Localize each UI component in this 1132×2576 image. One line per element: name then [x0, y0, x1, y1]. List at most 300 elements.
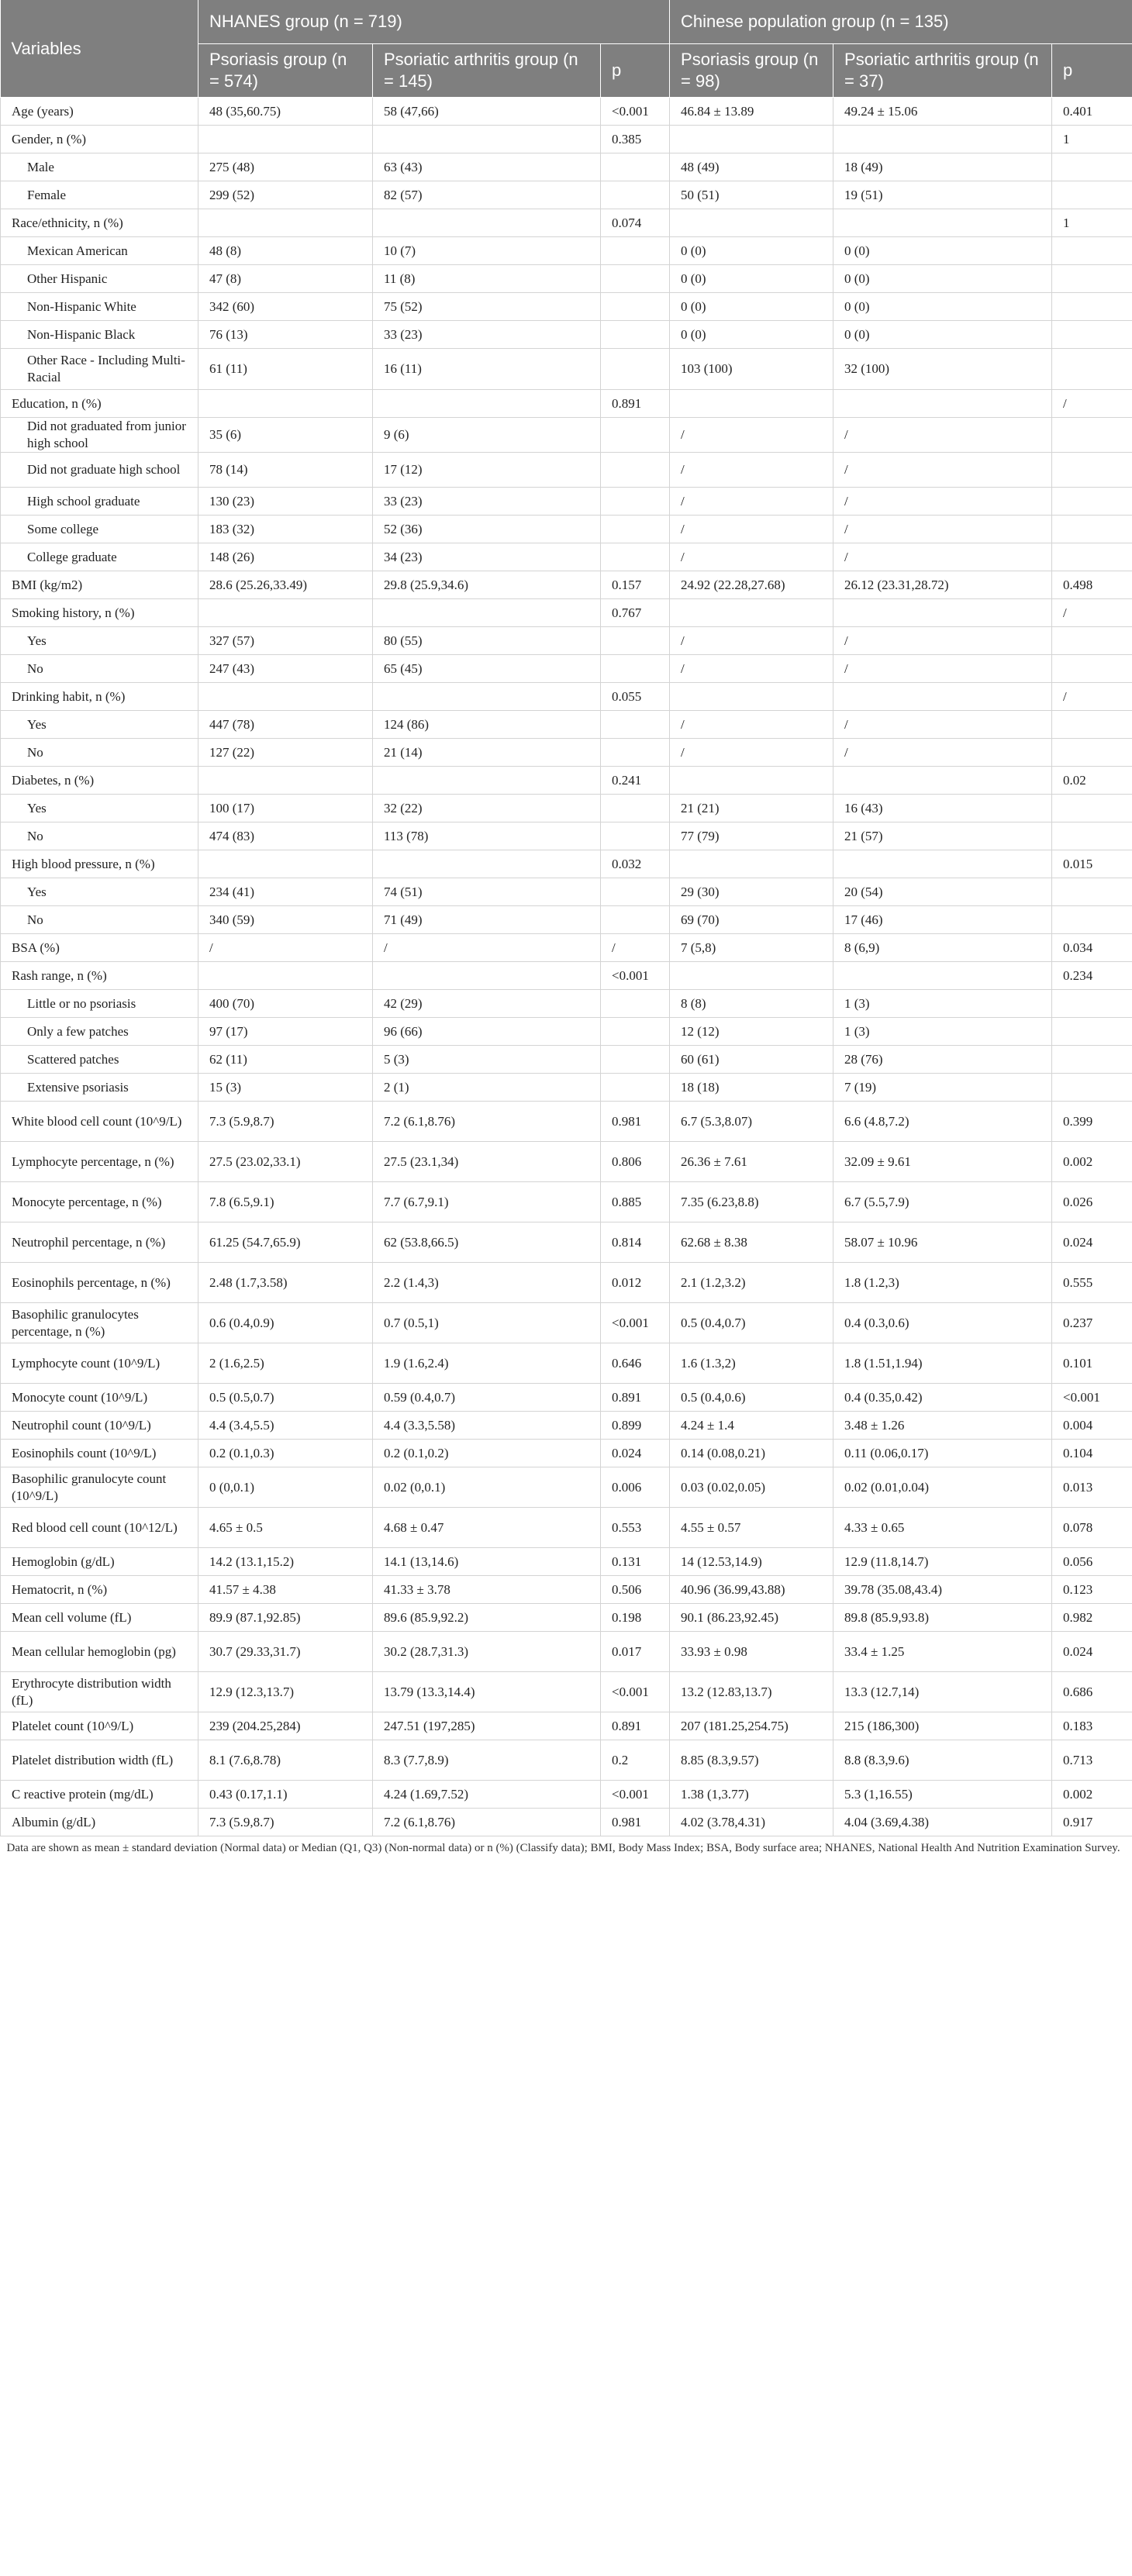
- variable-cell: Non-Hispanic Black: [1, 321, 198, 349]
- chinese-psoriasis-cell: /: [670, 627, 833, 655]
- nhanes-psoriasis-cell: 15 (3): [198, 1074, 373, 1102]
- variable-cell: College graduate: [1, 543, 198, 571]
- table-row: [1, 1182, 1132, 1222]
- table-row: [1, 1809, 1132, 1836]
- table-row: [1, 237, 1132, 265]
- nhanes-psoriatic-arthritis-cell: 0.59 (0.4,0.7): [373, 1384, 601, 1412]
- chinese-p-cell: [1052, 293, 1132, 321]
- chinese-psoriasis-cell: 103 (100): [670, 349, 833, 390]
- header-nhanes-group: NHANES group (n = 719): [198, 0, 670, 44]
- variable-cell: Only a few patches: [1, 1018, 198, 1046]
- chinese-p-cell: 0.034: [1052, 934, 1132, 962]
- nhanes-p-cell: 0.891: [601, 1712, 670, 1740]
- chinese-psoriasis-cell: 4.02 (3.78,4.31): [670, 1809, 833, 1836]
- variable-cell: Hematocrit, n (%): [1, 1576, 198, 1604]
- nhanes-psoriasis-cell: 0.5 (0.5,0.7): [198, 1384, 373, 1412]
- nhanes-psoriasis-cell: 447 (78): [198, 711, 373, 739]
- chinese-psoriatic-arthritis-cell: [833, 962, 1052, 990]
- chinese-psoriasis-cell: 26.36 ± 7.61: [670, 1142, 833, 1182]
- chinese-psoriasis-cell: 0.5 (0.4,0.7): [670, 1303, 833, 1343]
- nhanes-psoriasis-cell: 61.25 (54.7,65.9): [198, 1222, 373, 1263]
- nhanes-psoriatic-arthritis-cell: 0.7 (0.5,1): [373, 1303, 601, 1343]
- chinese-psoriatic-arthritis-cell: [833, 390, 1052, 418]
- nhanes-psoriatic-arthritis-cell: 10 (7): [373, 237, 601, 265]
- nhanes-psoriatic-arthritis-cell: 2.2 (1.4,3): [373, 1263, 601, 1303]
- table-row: [1, 1467, 1132, 1508]
- variable-cell: Basophilic granulocyte count (10^9/L): [1, 1467, 198, 1508]
- nhanes-p-cell: 0.131: [601, 1548, 670, 1576]
- chinese-p-cell: 0.002: [1052, 1142, 1132, 1182]
- chinese-psoriasis-cell: /: [670, 453, 833, 488]
- nhanes-psoriatic-arthritis-cell: 32 (22): [373, 795, 601, 822]
- table-row: [1, 906, 1132, 934]
- nhanes-p-cell: 0.814: [601, 1222, 670, 1263]
- nhanes-psoriasis-cell: 30.7 (29.33,31.7): [198, 1632, 373, 1672]
- chinese-p-cell: [1052, 488, 1132, 516]
- chinese-psoriatic-arthritis-cell: 17 (46): [833, 906, 1052, 934]
- chinese-psoriatic-arthritis-cell: 20 (54): [833, 878, 1052, 906]
- chinese-psoriatic-arthritis-cell: 26.12 (23.31,28.72): [833, 571, 1052, 599]
- chinese-psoriasis-cell: 60 (61): [670, 1046, 833, 1074]
- nhanes-p-cell: [601, 822, 670, 850]
- nhanes-p-cell: 0.017: [601, 1632, 670, 1672]
- chinese-psoriasis-cell: [670, 126, 833, 153]
- nhanes-psoriasis-cell: 183 (32): [198, 516, 373, 543]
- chinese-p-cell: [1052, 321, 1132, 349]
- nhanes-psoriasis-cell: 400 (70): [198, 990, 373, 1018]
- chinese-p-cell: 0.234: [1052, 962, 1132, 990]
- nhanes-p-cell: 0.385: [601, 126, 670, 153]
- variable-cell: Erythrocyte distribution width (fL): [1, 1672, 198, 1712]
- nhanes-psoriasis-cell: 247 (43): [198, 655, 373, 683]
- chinese-p-cell: 0.713: [1052, 1740, 1132, 1781]
- chinese-p-cell: /: [1052, 683, 1132, 711]
- variable-cell: Mean cellular hemoglobin (pg): [1, 1632, 198, 1672]
- chinese-psoriatic-arthritis-cell: /: [833, 418, 1052, 453]
- nhanes-psoriasis-cell: 327 (57): [198, 627, 373, 655]
- nhanes-psoriasis-cell: 2 (1.6,2.5): [198, 1343, 373, 1384]
- header-chinese-psoriatic-arthritis: Psoriatic arthritis group (n = 37): [833, 44, 1052, 98]
- variable-cell: No: [1, 655, 198, 683]
- chinese-psoriatic-arthritis-cell: 21 (57): [833, 822, 1052, 850]
- table-row: [1, 453, 1132, 488]
- nhanes-psoriatic-arthritis-cell: 4.68 ± 0.47: [373, 1508, 601, 1548]
- chinese-psoriatic-arthritis-cell: 1.8 (1.51,1.94): [833, 1343, 1052, 1384]
- chinese-psoriasis-cell: 0 (0): [670, 237, 833, 265]
- chinese-p-cell: 0.004: [1052, 1412, 1132, 1440]
- nhanes-psoriatic-arthritis-cell: [373, 390, 601, 418]
- chinese-p-cell: 0.555: [1052, 1263, 1132, 1303]
- chinese-psoriatic-arthritis-cell: 1 (3): [833, 990, 1052, 1018]
- chinese-psoriasis-cell: /: [670, 655, 833, 683]
- nhanes-psoriatic-arthritis-cell: 124 (86): [373, 711, 601, 739]
- nhanes-p-cell: 0.012: [601, 1263, 670, 1303]
- chinese-psoriasis-cell: 0 (0): [670, 293, 833, 321]
- variable-cell: Diabetes, n (%): [1, 767, 198, 795]
- nhanes-psoriatic-arthritis-cell: 75 (52): [373, 293, 601, 321]
- chinese-psoriatic-arthritis-cell: 6.7 (5.5,7.9): [833, 1182, 1052, 1222]
- nhanes-p-cell: 0.055: [601, 683, 670, 711]
- chinese-psoriasis-cell: 24.92 (22.28,27.68): [670, 571, 833, 599]
- chinese-p-cell: 0.982: [1052, 1604, 1132, 1632]
- nhanes-psoriasis-cell: 14.2 (13.1,15.2): [198, 1548, 373, 1576]
- table-row: [1, 1074, 1132, 1102]
- chinese-p-cell: [1052, 153, 1132, 181]
- nhanes-p-cell: 0.891: [601, 390, 670, 418]
- variable-cell: Smoking history, n (%): [1, 599, 198, 627]
- nhanes-psoriasis-cell: 7.3 (5.9,8.7): [198, 1102, 373, 1142]
- nhanes-psoriasis-cell: [198, 209, 373, 237]
- nhanes-p-cell: <0.001: [601, 1781, 670, 1809]
- variable-cell: Albumin (g/dL): [1, 1809, 198, 1836]
- chinese-psoriatic-arthritis-cell: 0 (0): [833, 237, 1052, 265]
- variable-cell: No: [1, 906, 198, 934]
- variable-cell: Mexican American: [1, 237, 198, 265]
- variable-cell: Yes: [1, 711, 198, 739]
- table-row: [1, 683, 1132, 711]
- chinese-psoriasis-cell: /: [670, 418, 833, 453]
- chinese-psoriasis-cell: /: [670, 543, 833, 571]
- chinese-p-cell: 0.686: [1052, 1672, 1132, 1712]
- chinese-psoriatic-arthritis-cell: /: [833, 655, 1052, 683]
- table-row: [1, 1440, 1132, 1467]
- nhanes-psoriatic-arthritis-cell: [373, 962, 601, 990]
- table-row: [1, 1632, 1132, 1672]
- nhanes-psoriasis-cell: 47 (8): [198, 265, 373, 293]
- chinese-psoriasis-cell: 4.24 ± 1.4: [670, 1412, 833, 1440]
- table-row: [1, 711, 1132, 739]
- variable-cell: Drinking habit, n (%): [1, 683, 198, 711]
- nhanes-p-cell: /: [601, 934, 670, 962]
- table-row: [1, 1412, 1132, 1440]
- chinese-psoriasis-cell: 6.7 (5.3,8.07): [670, 1102, 833, 1142]
- nhanes-p-cell: [601, 906, 670, 934]
- nhanes-psoriatic-arthritis-cell: 11 (8): [373, 265, 601, 293]
- nhanes-p-cell: [601, 655, 670, 683]
- table-row: [1, 1142, 1132, 1182]
- nhanes-p-cell: [601, 795, 670, 822]
- chinese-psoriasis-cell: [670, 599, 833, 627]
- chinese-psoriatic-arthritis-cell: 28 (76): [833, 1046, 1052, 1074]
- nhanes-psoriasis-cell: 340 (59): [198, 906, 373, 934]
- chinese-p-cell: 0.015: [1052, 850, 1132, 878]
- nhanes-psoriasis-cell: 299 (52): [198, 181, 373, 209]
- chinese-psoriasis-cell: 62.68 ± 8.38: [670, 1222, 833, 1263]
- chinese-psoriasis-cell: 7.35 (6.23,8.8): [670, 1182, 833, 1222]
- nhanes-psoriatic-arthritis-cell: 29.8 (25.9,34.6): [373, 571, 601, 599]
- nhanes-p-cell: [601, 293, 670, 321]
- chinese-p-cell: 0.401: [1052, 98, 1132, 126]
- chinese-psoriatic-arthritis-cell: /: [833, 516, 1052, 543]
- chinese-psoriasis-cell: 1.6 (1.3,2): [670, 1343, 833, 1384]
- nhanes-psoriatic-arthritis-cell: 33 (23): [373, 321, 601, 349]
- nhanes-psoriasis-cell: 239 (204.25,284): [198, 1712, 373, 1740]
- nhanes-p-cell: 0.006: [601, 1467, 670, 1508]
- nhanes-psoriatic-arthritis-cell: [373, 126, 601, 153]
- table-row: [1, 655, 1132, 683]
- chinese-psoriatic-arthritis-cell: 18 (49): [833, 153, 1052, 181]
- chinese-psoriasis-cell: 18 (18): [670, 1074, 833, 1102]
- nhanes-psoriasis-cell: 0.6 (0.4,0.9): [198, 1303, 373, 1343]
- table-row: [1, 571, 1132, 599]
- table-row: [1, 543, 1132, 571]
- chinese-psoriatic-arthritis-cell: 0.4 (0.35,0.42): [833, 1384, 1052, 1412]
- chinese-p-cell: <0.001: [1052, 1384, 1132, 1412]
- chinese-psoriatic-arthritis-cell: [833, 209, 1052, 237]
- chinese-psoriatic-arthritis-cell: 5.3 (1,16.55): [833, 1781, 1052, 1809]
- variable-cell: Monocyte percentage, n (%): [1, 1182, 198, 1222]
- chinese-psoriasis-cell: 77 (79): [670, 822, 833, 850]
- nhanes-psoriatic-arthritis-cell: 30.2 (28.7,31.3): [373, 1632, 601, 1672]
- chinese-psoriasis-cell: 7 (5,8): [670, 934, 833, 962]
- nhanes-p-cell: 0.553: [601, 1508, 670, 1548]
- chinese-p-cell: 0.026: [1052, 1182, 1132, 1222]
- nhanes-psoriasis-cell: 62 (11): [198, 1046, 373, 1074]
- chinese-psoriasis-cell: 29 (30): [670, 878, 833, 906]
- chinese-psoriatic-arthritis-cell: /: [833, 627, 1052, 655]
- variable-cell: Other Race - Including Multi-Racial: [1, 349, 198, 390]
- table-row: [1, 599, 1132, 627]
- chinese-p-cell: [1052, 1046, 1132, 1074]
- nhanes-psoriasis-cell: 342 (60): [198, 293, 373, 321]
- chinese-psoriasis-cell: 0.14 (0.08,0.21): [670, 1440, 833, 1467]
- table-row: [1, 1604, 1132, 1632]
- chinese-p-cell: [1052, 453, 1132, 488]
- nhanes-p-cell: [601, 488, 670, 516]
- table-row: [1, 181, 1132, 209]
- variable-cell: Race/ethnicity, n (%): [1, 209, 198, 237]
- variable-cell: Hemoglobin (g/dL): [1, 1548, 198, 1576]
- chinese-psoriatic-arthritis-cell: 32.09 ± 9.61: [833, 1142, 1052, 1182]
- nhanes-p-cell: [601, 878, 670, 906]
- nhanes-psoriasis-cell: [198, 850, 373, 878]
- nhanes-psoriasis-cell: 0.2 (0.1,0.3): [198, 1440, 373, 1467]
- chinese-psoriatic-arthritis-cell: 0 (0): [833, 265, 1052, 293]
- header-nhanes-p: p: [601, 44, 670, 98]
- nhanes-p-cell: 0.806: [601, 1142, 670, 1182]
- table-row: [1, 1712, 1132, 1740]
- nhanes-psoriasis-cell: 275 (48): [198, 153, 373, 181]
- table-row: [1, 418, 1132, 453]
- variable-cell: Extensive psoriasis: [1, 1074, 198, 1102]
- chinese-p-cell: 0.101: [1052, 1343, 1132, 1384]
- table-row: [1, 390, 1132, 418]
- variable-cell: BSA (%): [1, 934, 198, 962]
- variable-cell: Mean cell volume (fL): [1, 1604, 198, 1632]
- chinese-psoriatic-arthritis-cell: 49.24 ± 15.06: [833, 98, 1052, 126]
- chinese-p-cell: 1: [1052, 209, 1132, 237]
- variable-cell: Lymphocyte percentage, n (%): [1, 1142, 198, 1182]
- nhanes-psoriasis-cell: 4.65 ± 0.5: [198, 1508, 373, 1548]
- nhanes-psoriasis-cell: 89.9 (87.1,92.85): [198, 1604, 373, 1632]
- chinese-psoriatic-arthritis-cell: 13.3 (12.7,14): [833, 1672, 1052, 1712]
- chinese-psoriatic-arthritis-cell: /: [833, 488, 1052, 516]
- nhanes-p-cell: 0.891: [601, 1384, 670, 1412]
- nhanes-psoriatic-arthritis-cell: [373, 683, 601, 711]
- table-row: [1, 1018, 1132, 1046]
- variable-cell: Monocyte count (10^9/L): [1, 1384, 198, 1412]
- chinese-psoriatic-arthritis-cell: 32 (100): [833, 349, 1052, 390]
- nhanes-psoriasis-cell: 4.4 (3.4,5.5): [198, 1412, 373, 1440]
- variable-cell: No: [1, 739, 198, 767]
- chinese-p-cell: [1052, 711, 1132, 739]
- nhanes-p-cell: 0.024: [601, 1440, 670, 1467]
- variable-cell: White blood cell count (10^9/L): [1, 1102, 198, 1142]
- chinese-psoriatic-arthritis-cell: 0 (0): [833, 293, 1052, 321]
- nhanes-psoriatic-arthritis-cell: 9 (6): [373, 418, 601, 453]
- nhanes-p-cell: [601, 627, 670, 655]
- chinese-p-cell: 0.104: [1052, 1440, 1132, 1467]
- chinese-p-cell: [1052, 265, 1132, 293]
- chinese-psoriasis-cell: 0 (0): [670, 321, 833, 349]
- nhanes-psoriatic-arthritis-cell: 2 (1): [373, 1074, 601, 1102]
- chinese-psoriasis-cell: /: [670, 516, 833, 543]
- variable-cell: Neutrophil percentage, n (%): [1, 1222, 198, 1263]
- nhanes-p-cell: [601, 181, 670, 209]
- chinese-psoriasis-cell: /: [670, 739, 833, 767]
- chinese-psoriasis-cell: 40.96 (36.99,43.88): [670, 1576, 833, 1604]
- chinese-psoriatic-arthritis-cell: 8 (6,9): [833, 934, 1052, 962]
- chinese-psoriasis-cell: 21 (21): [670, 795, 833, 822]
- chinese-psoriatic-arthritis-cell: /: [833, 543, 1052, 571]
- nhanes-psoriasis-cell: 0 (0,0.1): [198, 1467, 373, 1508]
- nhanes-p-cell: 0.032: [601, 850, 670, 878]
- table-row: [1, 627, 1132, 655]
- variable-cell: Lymphocyte count (10^9/L): [1, 1343, 198, 1384]
- chinese-p-cell: [1052, 739, 1132, 767]
- chinese-p-cell: 0.078: [1052, 1508, 1132, 1548]
- chinese-psoriatic-arthritis-cell: 1.8 (1.2,3): [833, 1263, 1052, 1303]
- table-row: [1, 98, 1132, 126]
- nhanes-psoriatic-arthritis-cell: 8.3 (7.7,8.9): [373, 1740, 601, 1781]
- nhanes-psoriasis-cell: /: [198, 934, 373, 962]
- variable-cell: High blood pressure, n (%): [1, 850, 198, 878]
- nhanes-p-cell: 0.157: [601, 571, 670, 599]
- nhanes-p-cell: [601, 237, 670, 265]
- nhanes-psoriatic-arthritis-cell: 7.7 (6.7,9.1): [373, 1182, 601, 1222]
- table-row: [1, 1303, 1132, 1343]
- nhanes-psoriatic-arthritis-cell: 21 (14): [373, 739, 601, 767]
- nhanes-psoriasis-cell: [198, 683, 373, 711]
- nhanes-p-cell: 0.198: [601, 1604, 670, 1632]
- chinese-p-cell: 0.183: [1052, 1712, 1132, 1740]
- nhanes-psoriatic-arthritis-cell: 42 (29): [373, 990, 601, 1018]
- nhanes-p-cell: <0.001: [601, 1672, 670, 1712]
- chinese-psoriasis-cell: 0.03 (0.02,0.05): [670, 1467, 833, 1508]
- nhanes-psoriasis-cell: 28.6 (25.26,33.49): [198, 571, 373, 599]
- nhanes-psoriasis-cell: 61 (11): [198, 349, 373, 390]
- nhanes-psoriasis-cell: 27.5 (23.02,33.1): [198, 1142, 373, 1182]
- table-row: [1, 1222, 1132, 1263]
- nhanes-psoriatic-arthritis-cell: 17 (12): [373, 453, 601, 488]
- chinese-psoriatic-arthritis-cell: 19 (51): [833, 181, 1052, 209]
- variable-cell: Did not graduate high school: [1, 453, 198, 488]
- nhanes-psoriatic-arthritis-cell: [373, 599, 601, 627]
- chinese-psoriasis-cell: 46.84 ± 13.89: [670, 98, 833, 126]
- table-row: [1, 153, 1132, 181]
- chinese-p-cell: 1: [1052, 126, 1132, 153]
- nhanes-psoriasis-cell: 35 (6): [198, 418, 373, 453]
- chinese-p-cell: [1052, 627, 1132, 655]
- table-row: [1, 1576, 1132, 1604]
- nhanes-p-cell: 0.241: [601, 767, 670, 795]
- chinese-psoriatic-arthritis-cell: 8.8 (8.3,9.6): [833, 1740, 1052, 1781]
- nhanes-p-cell: 0.885: [601, 1182, 670, 1222]
- chinese-p-cell: [1052, 990, 1132, 1018]
- table-row: [1, 795, 1132, 822]
- table-row: [1, 767, 1132, 795]
- nhanes-psoriatic-arthritis-cell: 0.02 (0,0.1): [373, 1467, 601, 1508]
- chinese-p-cell: [1052, 418, 1132, 453]
- table-row: [1, 1384, 1132, 1412]
- table-row: [1, 1781, 1132, 1809]
- chinese-psoriatic-arthritis-cell: 4.04 (3.69,4.38): [833, 1809, 1052, 1836]
- table-row: [1, 265, 1132, 293]
- chinese-psoriatic-arthritis-cell: [833, 683, 1052, 711]
- chinese-psoriatic-arthritis-cell: 6.6 (4.8,7.2): [833, 1102, 1052, 1142]
- nhanes-p-cell: [601, 1074, 670, 1102]
- nhanes-p-cell: [601, 418, 670, 453]
- variable-cell: Age (years): [1, 98, 198, 126]
- variable-cell: Rash range, n (%): [1, 962, 198, 990]
- nhanes-psoriatic-arthritis-cell: 62 (53.8,66.5): [373, 1222, 601, 1263]
- nhanes-psoriasis-cell: 0.43 (0.17,1.1): [198, 1781, 373, 1809]
- chinese-psoriatic-arthritis-cell: 16 (43): [833, 795, 1052, 822]
- variable-cell: Gender, n (%): [1, 126, 198, 153]
- nhanes-psoriasis-cell: 2.48 (1.7,3.58): [198, 1263, 373, 1303]
- nhanes-psoriatic-arthritis-cell: 7.2 (6.1,8.76): [373, 1102, 601, 1142]
- chinese-p-cell: 0.498: [1052, 571, 1132, 599]
- nhanes-p-cell: <0.001: [601, 962, 670, 990]
- chinese-p-cell: 0.013: [1052, 1467, 1132, 1508]
- table-row: [1, 1343, 1132, 1384]
- chinese-psoriasis-cell: 8 (8): [670, 990, 833, 1018]
- nhanes-p-cell: [601, 349, 670, 390]
- nhanes-psoriatic-arthritis-cell: [373, 767, 601, 795]
- chinese-psoriasis-cell: [670, 850, 833, 878]
- nhanes-psoriasis-cell: 8.1 (7.6,8.78): [198, 1740, 373, 1781]
- chinese-psoriasis-cell: 90.1 (86.23,92.45): [670, 1604, 833, 1632]
- nhanes-p-cell: 0.074: [601, 209, 670, 237]
- chinese-psoriatic-arthritis-cell: [833, 126, 1052, 153]
- chinese-psoriasis-cell: 13.2 (12.83,13.7): [670, 1672, 833, 1712]
- variable-cell: Yes: [1, 795, 198, 822]
- chinese-p-cell: 0.056: [1052, 1548, 1132, 1576]
- chinese-p-cell: [1052, 543, 1132, 571]
- chinese-psoriasis-cell: 2.1 (1.2,3.2): [670, 1263, 833, 1303]
- nhanes-p-cell: [601, 265, 670, 293]
- chinese-psoriasis-cell: /: [670, 711, 833, 739]
- nhanes-psoriatic-arthritis-cell: 71 (49): [373, 906, 601, 934]
- chinese-p-cell: [1052, 181, 1132, 209]
- chinese-p-cell: 0.002: [1052, 1781, 1132, 1809]
- table-row: [1, 962, 1132, 990]
- variable-cell: Scattered patches: [1, 1046, 198, 1074]
- nhanes-p-cell: [601, 153, 670, 181]
- variable-cell: Red blood cell count (10^12/L): [1, 1508, 198, 1548]
- chinese-psoriatic-arthritis-cell: 0.02 (0.01,0.04): [833, 1467, 1052, 1508]
- nhanes-psoriasis-cell: 12.9 (12.3,13.7): [198, 1672, 373, 1712]
- nhanes-p-cell: <0.001: [601, 1303, 670, 1343]
- nhanes-p-cell: <0.001: [601, 98, 670, 126]
- variable-cell: Neutrophil count (10^9/L): [1, 1412, 198, 1440]
- nhanes-p-cell: 0.646: [601, 1343, 670, 1384]
- chinese-p-cell: 0.024: [1052, 1632, 1132, 1672]
- nhanes-p-cell: [601, 990, 670, 1018]
- chinese-psoriatic-arthritis-cell: [833, 850, 1052, 878]
- chinese-psoriatic-arthritis-cell: /: [833, 739, 1052, 767]
- chinese-psoriasis-cell: [670, 767, 833, 795]
